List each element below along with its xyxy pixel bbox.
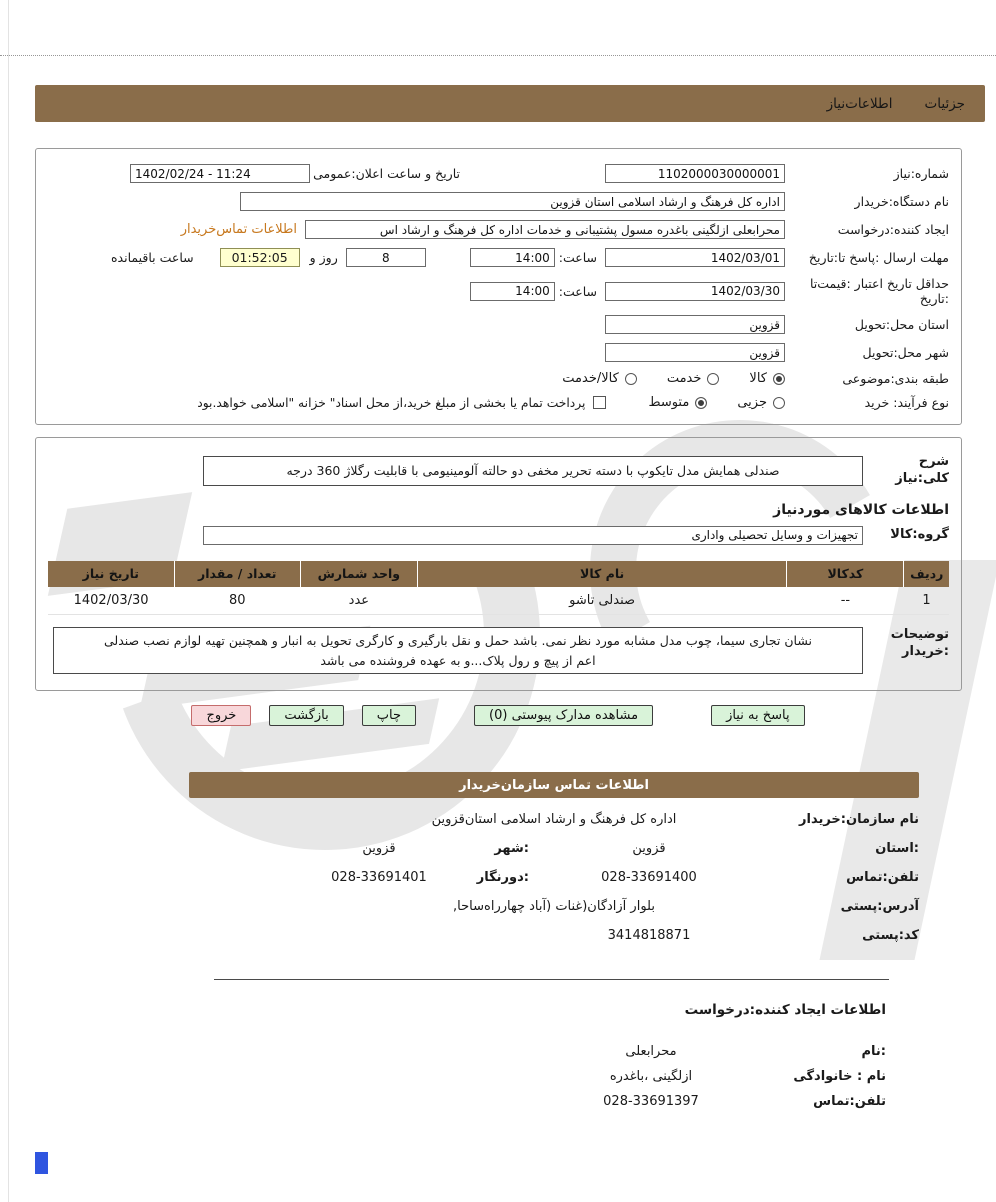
- creator-phone-value: 028-33691397: [603, 1094, 699, 1110]
- print-button[interactable]: چاپ: [362, 705, 416, 726]
- postal-address-label: آدرس:پستی: [840, 899, 919, 915]
- postal-code-value: 3414818871: [607, 928, 691, 944]
- buyer-contact-header: اطلاعات تماس سازمان‌خریدار: [189, 772, 919, 798]
- purchase-process-label: نوع فرآیند: خرید: [864, 395, 949, 410]
- col-need-date: تاریخ نیاز: [48, 561, 174, 587]
- postal-address-value: بلوار آزادگان(غنات (آباد چهارراه‌ساحا,: [453, 899, 655, 915]
- items-section-heading: اطلاعات کالاهای موردنیاز: [773, 501, 949, 518]
- announce-datetime-field[interactable]: [130, 164, 310, 183]
- col-row-number: ردیف: [904, 561, 949, 587]
- days-word-label: روز و: [309, 250, 338, 265]
- cell-unit: عدد: [300, 587, 417, 615]
- exit-button[interactable]: خروج: [191, 705, 251, 726]
- buyer-contact-link[interactable]: اطلاعات تماس‌خریدار: [180, 222, 297, 237]
- category-option-goods-service[interactable]: [562, 371, 637, 386]
- items-table-header-row: [48, 561, 949, 587]
- validity-hour-label: ساعت:: [558, 283, 597, 299]
- validity-date-field[interactable]: [605, 282, 785, 301]
- need-number-field[interactable]: [605, 164, 785, 183]
- creator-family-label: نام : خانوادگی: [793, 1069, 886, 1085]
- col-item-code: کدکالا: [787, 561, 904, 587]
- category-option-goods[interactable]: [749, 371, 785, 386]
- creator-name-label: :نام: [861, 1044, 886, 1060]
- cell-need-date: 1402/03/30: [48, 587, 174, 615]
- province-value: قزوین: [632, 841, 666, 857]
- radio-checked-icon: [695, 397, 707, 409]
- table-row: [48, 587, 949, 615]
- goods-group-field[interactable]: [203, 526, 863, 545]
- buyer-contact-section: [189, 812, 919, 943]
- buyer-org-label: نام دستگاه:خریدار: [854, 194, 949, 209]
- section-divider: [214, 979, 889, 980]
- need-number-label: شماره:نیاز: [893, 166, 949, 181]
- countdown-timer: 01:52:05: [220, 248, 300, 267]
- treasury-note-label: پرداخت تمام یا بخشی از مبلغ خرید،از محل اسناد" خزانه "اسلامی خواهد.بود: [197, 395, 586, 410]
- need-description-label: شرح کلی:نیاز: [895, 454, 949, 486]
- need-summary-panel: [35, 148, 962, 425]
- city-value: قزوین: [362, 841, 396, 857]
- category-option-label: کالا: [749, 371, 767, 386]
- respond-button[interactable]: پاسخ به نیاز: [711, 705, 805, 726]
- remaining-hours-label: ساعت باقیمانده: [110, 250, 194, 265]
- radio-icon: [625, 373, 637, 385]
- province-label: :استان: [875, 841, 919, 857]
- cell-item-name: صندلی تاشو: [417, 587, 786, 615]
- validity-time-field[interactable]: [470, 282, 555, 301]
- back-button[interactable]: بازگشت: [269, 705, 343, 726]
- radio-checked-icon: [773, 373, 785, 385]
- response-deadline-label: مهلت ارسال :پاسخ تا:تاریخ: [808, 250, 949, 265]
- org-name-value: اداره کل فرهنگ و ارشاد اسلامی استان‌قزوین: [431, 812, 677, 828]
- items-table: [48, 561, 949, 616]
- days-left-field[interactable]: [346, 248, 426, 267]
- action-buttons: [0, 705, 996, 726]
- deadline-hour-label: ساعت:: [558, 250, 597, 265]
- deadline-time-field[interactable]: [470, 248, 555, 267]
- delivery-province-field[interactable]: [605, 315, 785, 334]
- postal-code-label: کد:پستی: [862, 928, 919, 944]
- creator-phone-label: تلفن:تماس: [813, 1094, 886, 1110]
- cell-quantity: 80: [174, 587, 300, 615]
- creator-name-value: محرابعلی: [625, 1044, 677, 1060]
- process-option-medium[interactable]: [648, 395, 707, 410]
- city-label: :شهر: [494, 841, 529, 857]
- process-option-label: جزیی: [737, 395, 767, 410]
- top-divider: [0, 55, 996, 56]
- request-creator-section: [241, 1002, 886, 1109]
- subject-category-label: طبقه بندی:موضوعی: [842, 371, 949, 386]
- blue-marker-decoration: [35, 1152, 48, 1174]
- cell-item-code: --: [787, 587, 904, 615]
- deadline-date-field[interactable]: [605, 248, 785, 267]
- buyer-notes-label: توضیحات :خریدار: [890, 627, 949, 660]
- phone-value: 028-33691400: [601, 870, 697, 886]
- radio-icon: [707, 373, 719, 385]
- col-item-name: نام کالا: [417, 561, 786, 587]
- cell-row-number: 1: [904, 587, 949, 615]
- page-left-border: [8, 0, 9, 1202]
- need-detail-panel: [35, 437, 962, 691]
- delivery-city-field[interactable]: [605, 343, 785, 362]
- creator-section-heading: اطلاعات ایجاد کننده:درخواست: [684, 1002, 886, 1019]
- creator-family-value: ازلگینی ،باغدره: [609, 1069, 693, 1085]
- announce-datetime-label: تاریخ و ساعت اعلان:عمومی: [313, 166, 460, 181]
- need-description-box: صندلی همایش مدل تایکوپ با دسته تحریر مخفی دو حالته آلومینیومی با قابلیت رگلاژ 360 درجه: [203, 456, 863, 486]
- treasury-checkbox[interactable]: [593, 396, 606, 409]
- fax-label: :دورنگار: [476, 870, 529, 886]
- delivery-province-label: استان محل:تحویل: [854, 317, 949, 332]
- price-validity-label: حداقل تاریخ اعتبار :قیمت‌تا :تاریخ: [809, 276, 949, 306]
- request-creator-label: ایجاد کننده:درخواست: [837, 222, 949, 237]
- tab-bar: [35, 85, 985, 122]
- category-option-service[interactable]: [667, 371, 720, 386]
- fax-value: 028-33691401: [331, 870, 427, 886]
- category-option-label: کالا/خدمت: [562, 371, 619, 386]
- view-attachments-button[interactable]: مشاهده مدارک پیوستی (0): [474, 705, 653, 726]
- radio-icon: [773, 397, 785, 409]
- buyer-notes-box: نشان تجاری سیما، چوب مدل مشابه مورد نظر نمی. باشد حمل و نقل بارگیری و کارگری تحویل به انبار و همچنین تهیه لوازم نصب صندلی اعم از پیچ و رول پلاک...و به عهده فروشنده می باشد: [53, 627, 863, 674]
- phone-label: تلفن:تماس: [846, 870, 919, 886]
- tab-details[interactable]: جزئیات: [924, 95, 965, 112]
- process-option-label: متوسط: [648, 395, 690, 410]
- goods-group-label: گروه:کالا: [890, 526, 949, 542]
- tab-need-info[interactable]: اطلاعات‌نیاز: [826, 95, 893, 112]
- org-name-label: نام سازمان:خریدار: [799, 812, 919, 828]
- col-unit: واحد شمارش: [300, 561, 417, 587]
- buyer-org-field[interactable]: [240, 192, 785, 211]
- process-option-minor[interactable]: [737, 395, 785, 410]
- category-option-label: خدمت: [666, 371, 702, 386]
- col-quantity: تعداد / مقدار: [174, 561, 300, 587]
- delivery-city-label: شهر محل:تحویل: [862, 345, 949, 360]
- request-creator-field[interactable]: [305, 220, 785, 239]
